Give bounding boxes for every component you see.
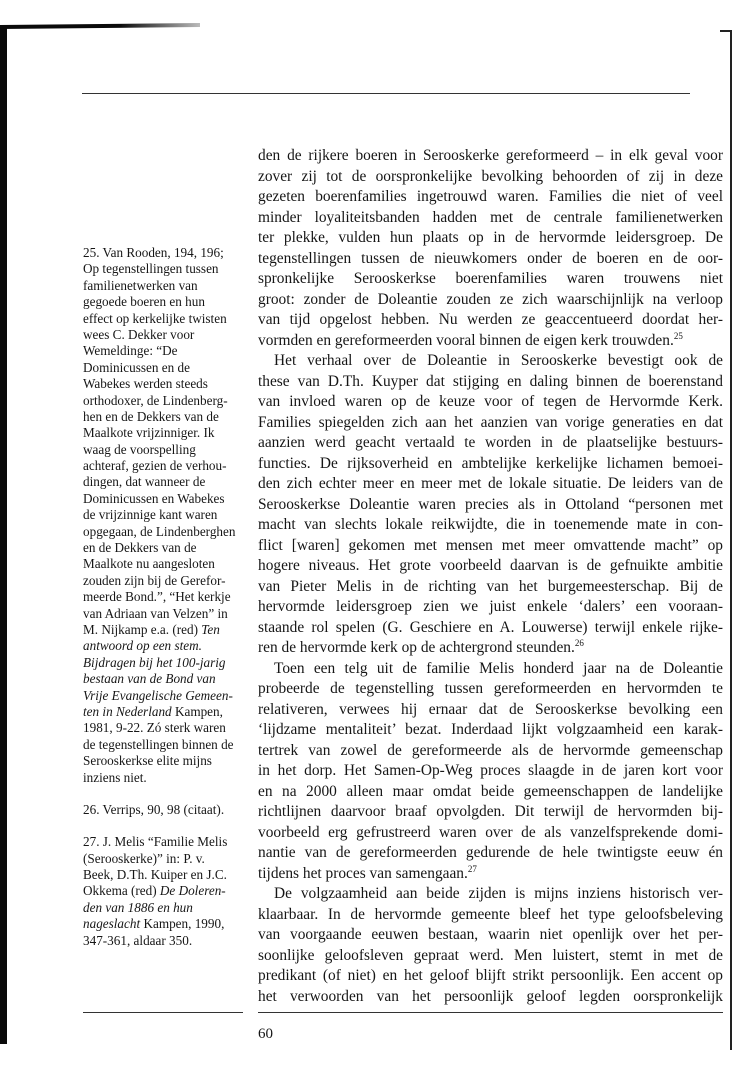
text-line [258,474,723,495]
footnote-line: wees C. Dekker voor [83,326,195,342]
footnote-line: effect op kerkelijke twisten [83,310,227,326]
footnote-line: bestaan van de Bond van [83,671,216,687]
text-line [258,556,723,577]
text-line-content: ren de hervormde kerk op de achtergrond steunden. [258,639,575,656]
footnote-line: van Adriaan van Velzen” in [83,605,228,621]
text-line-content: Het verhaal over de Doleantie in Serooskerke bevestigt ook de [274,352,723,369]
text-line [258,269,723,290]
text-line [258,597,723,618]
text-line [258,187,723,208]
footnote-line: de vrijzinnige kant waren [83,507,218,523]
text-line-content: van voorgaande eeuwen bestaan, waarin niet openlijk over het per- [258,926,723,943]
page-number: 60 [258,1026,273,1042]
text-line [258,843,723,864]
text-line [258,905,723,926]
footnote-line: gegoede boeren en hun [83,294,205,310]
text-line [258,679,723,700]
text-line-content: staande rol spelen (G. Geschiere en A. Louwerse) terwijl enkele rijke- [258,618,723,636]
footnote-line: Okkema (red) De Doleren- [83,883,226,899]
text-line-content: zover zij tot de oorspronkelijke bevolking behoorden of zij in deze [258,167,723,185]
text-line-content: en na 2000 alleen maar omdat beide gemeenschappen de landelijke [258,782,723,800]
text-line-content: van invloed waren op de keuze voor of tegen de Hervormde Kerk. [258,393,723,410]
text-line [258,392,723,413]
text-line [258,802,723,823]
text-line-content: flict [waren] gekomen met mensen met meer omvattende macht” op [258,536,723,554]
footnote-line: opgegaan, de Lindenberghen [83,523,236,539]
text-line-content: these van D.Th. Kuyper dat stijging en daling binnen de boerenstand [258,372,723,390]
footnote-line: Op tegenstellingen tussen [83,261,219,277]
footnote-line: inziens niet. [83,769,147,785]
text-line [258,310,723,331]
footnote-ref[interactable]: 25 [673,330,683,341]
footnote-line: Maalkote vrijzinniger. Ik [83,425,215,441]
text-line-content: De volgzaamheid aan beide zijden is mijns inziens historisch ver- [274,885,723,902]
text-line [258,720,723,741]
footer-rule [258,1012,723,1013]
text-line-content: Toen een telg uit de familie Melis honderd jaar na de Doleantie [274,659,723,677]
text-line-content: groot: zonder de Doleantie zouden ze zich waarschijnlijk na verloop [258,290,723,308]
text-line [258,782,723,803]
text-line-content: functies. De rijksoverheid en ambtelijke kerkelijke lichamen bemoei- [258,454,723,472]
text-line [258,577,723,598]
text-line [258,290,723,311]
text-line-content: tegenstellingen tussen de nieuwkomers onder de boeren en de oor- [258,249,723,267]
footnote-line: Serooskerkse elite mijns [83,753,212,769]
footnote-line: achteraf, gezien de verhou- [83,458,227,474]
footnote [83,245,251,786]
header-rule [82,93,690,94]
text-line [258,454,723,475]
text-line-content: relativeren, verwees hij ernaar dat de Serooskerkse bevolking een [258,700,723,718]
text-line [258,331,723,352]
text-line-content: hogere niveaus. Het grote voorbeeld daarvan is de gefnuikte ambitie [258,557,723,574]
footnotes-column [83,245,251,965]
text-line [258,638,723,659]
text-line-content: in het dorp. Het Samen-Op-Weg proces slaagde in de jaren kort voor [258,762,723,779]
scan-border-right [730,30,732,1050]
footnote-line: nageslacht Kampen, 1990, [83,916,225,932]
footnote-line: de tegenstellingen binnen de [83,736,234,752]
footnote-line: hen en de Dekkers van de [83,408,219,424]
text-line-content: van tijd opgelost hebben. Nu werden ze geaccentueerd doordat her- [258,311,723,328]
text-line-content: nantie van de gereformeerden gedurende de hele twintigste eeuw én [258,844,723,861]
footnote-line: Beek, D.Th. Kuiper en J.C. [83,867,227,883]
text-line [258,413,723,434]
footnote-line: Vrije Evangelische Gemeen- [83,687,233,703]
footnote-line: Bijdragen bij het 100-jarig [83,654,226,670]
footnote-line: 25. Van Rooden, 194, 196; [83,245,224,260]
footnote-line: meerde Bond.”, “Het kerkje [83,589,231,605]
footnote-line: en de Dekkers van de [83,540,197,556]
footnote-line: M. Nijkamp e.a. (red) Ten [83,621,220,637]
footnote-line: dingen, dat wanneer de [83,474,206,490]
footnote-line: 26. Verrips, 90, 98 (citaat). [83,801,225,817]
footnote-line: Dominicussen en Wabekes [83,490,225,506]
text-line-content: Serooskerkse Doleantie waren precies als in Ottoland “personen met [258,495,723,513]
scan-border-right-top [720,30,732,32]
text-line [258,228,723,249]
text-line [258,495,723,516]
text-line [258,700,723,721]
text-line [258,167,723,188]
footnote-line: 1981, 9-22. Zó sterk waren [83,720,226,736]
footnote-line: orthodoxer, de Lindenberg- [83,392,228,408]
scan-border-top [0,23,200,29]
footnote-line: Wabekes werden steeds [83,376,208,392]
text-line-content: ‘lijdzame mentaliteit’ bezat. Inderdaad lijkt volgzaamheid een karak- [258,721,723,738]
text-line [258,146,723,167]
text-line [258,208,723,229]
text-line [258,884,723,905]
text-line-content: tijdens het proces van samengaan. [258,864,468,882]
footnote-line: zouden zijn bij de Gerefor- [83,572,226,588]
text-line [258,946,723,967]
text-line-content: predikant (of niet) en het geloof blijft strikt persoonlijk. Een accent op [258,967,723,984]
footnote [83,802,251,818]
footnotes-rule [83,1012,243,1013]
footnote-line: Wemeldinge: “De [83,343,178,359]
text-line [258,741,723,762]
text-line [258,618,723,639]
text-line-content: minder loyaliteitsbanden hadden met de centrale familienetwerken [258,208,723,226]
footnote-line: 347-361, aldaar 350. [83,932,193,948]
footnote-ref[interactable]: 27 [467,863,477,874]
footnote-line: ten in Nederland Kampen, [83,703,223,719]
footnote [83,834,251,949]
text-line-content: macht van slechts lokale reikwijdte, die in toenemende mate in con- [258,516,723,533]
text-line [258,536,723,557]
text-line-content: hervormde leidersgroep zien we juist enkele ‘dalers’ een vooraan- [258,598,723,615]
text-line-content: den de rijkere boeren in Serooskerke gereformeerd – in elk geval voor [258,147,723,164]
text-line-content: het verwoorden van het persoonlijk geloof legden oorspronkelijk [258,987,723,1005]
text-line [258,515,723,536]
footnote-line: Dominicussen en de [83,359,190,375]
text-line-content: soonlijke geloofsleven gepraat werd. Men luistert, stemt in met de [258,946,723,964]
text-line [258,761,723,782]
text-line-content: klaarbaar. In de hervormde gemeente bleef het type geloofsbeleving [258,905,723,923]
text-line [258,925,723,946]
text-line-content: tertrek van zowel de gereformeerde als de hervormde gemeenschap [258,741,723,759]
text-line-content: vormden en gereformeerden vooral binnen de eigen kerk trouwden. [258,331,674,349]
text-line [258,659,723,680]
text-line [258,966,723,987]
text-line-content: van Pieter Melis in de richting van het burgemeesterschap. Bij de [258,577,723,595]
scan-border-left [0,26,7,1044]
text-line [258,249,723,270]
footnote-line: antwoord op een stem. [83,638,202,654]
text-line-content: ter plekke, vulden hun plaats op in de hervormde leidersgroep. De [258,229,723,246]
text-line [258,372,723,393]
text-line-content: probeerde de tegenstelling tussen gereformeerden en hervormden te [258,680,723,697]
footnote-line: familienetwerken van [83,277,198,293]
text-line [258,864,723,885]
text-line [258,823,723,844]
main-text [258,146,723,1007]
text-line [258,987,723,1008]
text-line-content: Families spiegelden zich aan het aanzien van vorige generaties en dat [258,413,723,431]
text-line-content: spronkelijke Serooskerkse boerenfamilies waren trouwens niet [258,270,723,287]
text-line-content: gezeten boerenfamilies ingetrouwd waren. Families die niet of veel [258,188,723,205]
footnote-line: waag de voorspelling [83,441,196,457]
text-line [258,433,723,454]
footnote-ref[interactable]: 26 [574,638,584,648]
footnote-line: den van 1886 en hun [83,899,193,915]
text-line [258,351,723,372]
text-line-content: den zich echter meer en meer met de lokale situatie. De leiders van de [258,475,723,492]
footnote-line: (Serooskerke)” in: P. v. [83,850,205,866]
footnote-line: Maalkote nu aangesloten [83,556,215,572]
text-line-content: richtlijnen daarvoor braaf opvolgden. Dit terwijl de hervormden bij- [258,803,723,820]
footnote-line: 27. J. Melis “Familie Melis [83,834,228,850]
text-line-content: aanzien werd geacht vertaald te worden in de plaatselijke bestuurs- [258,434,723,451]
text-line-content: voorbeeld erg gefrustreerd waren over de als vanzelfsprekende domi- [258,823,723,841]
